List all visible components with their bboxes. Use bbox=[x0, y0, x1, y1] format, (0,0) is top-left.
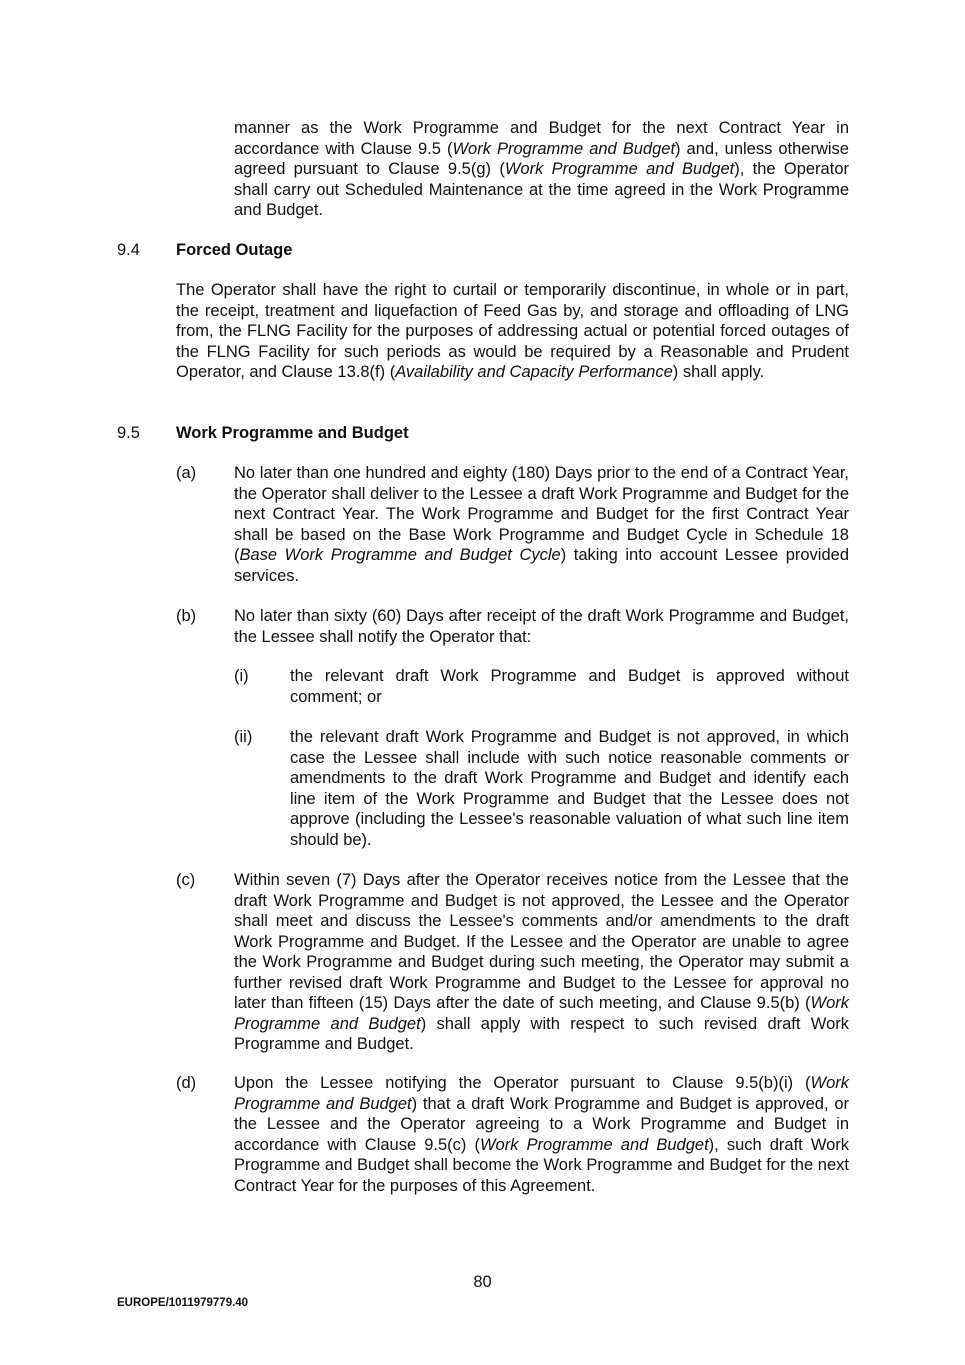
item-c-italic-ref: Work Programme and Budget bbox=[234, 994, 849, 1033]
item-c-text: Within seven (7) Days after the Operator receives notice from the Lessee that the draft Work Programme and Budget is not approved, the Lessee and the Operator shall meet and discuss the Lessee's comments and/or amendments to the draft Work Programme and Budget. If the Lessee and the Operator are unable to agree the Work Programme and Budget during such meeting, the Operator may submit a further revised draft Work Programme and Budget to the Lessee for approval no later than fifteen (15) Days after the date of such meeting, and Clause 9.5(b) ( bbox=[234, 871, 849, 1012]
item-c-paragraph bbox=[234, 870, 849, 1055]
item-b-ii-paragraph: the relevant draft Work Programme and Budget is not approved, in which case the Lessee shall include with such notice reasonable comments or amendments to the draft Work Programme and Budget and identify each line item of the Work Programme and Budget that the Lessee does not approve (including the Lessee's reasonable valuation of what such line item should be). bbox=[290, 728, 849, 849]
item-d-paragraph bbox=[234, 1073, 849, 1196]
intro-text: manner as the Work Programme and Budget for the next Contract Year in accordance with Clause 9.5 ( bbox=[234, 119, 849, 158]
clause-9-5-title: Work Programme and Budget bbox=[176, 424, 409, 442]
item-a-text: ) taking into account Lessee provided services. bbox=[234, 546, 849, 585]
clause-9-5-number: 9.5 bbox=[117, 424, 140, 442]
item-d-text: ), such draft Work Programme and Budget shall become the Work Programme and Budget for the next Contract Year for the purposes of this Agreement. bbox=[234, 1135, 850, 1195]
item-a-label: (a) bbox=[176, 464, 197, 482]
item-a-text: No later than one hundred and eighty (180) Days prior to the end of a Contract Year, the Operator shall deliver to the Lessee a draft Work Programme and Budget for the next Contract Year. The Work Programme and Budget for the first Contract Year shall be based on the Base Work Programme and Budget Cycle in Schedule 18 ( bbox=[234, 464, 849, 564]
item-d-label: (d) bbox=[176, 1074, 197, 1092]
item-d-italic-ref: Work Programme and Budget bbox=[234, 1074, 849, 1113]
intro-text: ), the Operator shall carry out Scheduled Maintenance at the time agreed in the Work Programme and Budget. bbox=[234, 160, 849, 219]
intro-italic-ref: Work Programme and Budget bbox=[504, 160, 735, 178]
item-b-ii-label: (ii) bbox=[234, 728, 253, 746]
item-a-paragraph bbox=[234, 463, 849, 586]
clause-9-4-text: The Operator shall have the right to curtail or temporarily discontinue, in whole or in part, the receipt, treatment and liquefaction of Feed Gas by, and storage and offloading of LNG from, the FLNG Facility for the purposes of addressing actual or potential forced outages of the FLNG Facility for such periods as would be required by a Reasonable and Prudent Operator, and Clause 13.8(f) ( bbox=[176, 281, 849, 381]
document-reference: EUROPE/1011979779.40 bbox=[117, 1297, 249, 1309]
clause-9-4-text: ) shall apply. bbox=[672, 363, 765, 381]
item-d-italic-ref: Work Programme and Budget bbox=[479, 1135, 709, 1154]
item-c-text: ) shall apply with respect to such revised draft Work Programme and Budget. bbox=[234, 1014, 849, 1053]
item-b-i-paragraph: the relevant draft Work Programme and Budget is approved without comment; or bbox=[290, 667, 849, 706]
item-d-text: Upon the Lessee notifying the Operator pursuant to Clause 9.5(b)(i) ( bbox=[234, 1074, 811, 1092]
page-number: 80 bbox=[473, 1273, 492, 1291]
intro-italic-ref: Work Programme and Budget bbox=[452, 139, 676, 158]
item-b-paragraph: No later than sixty (60) Days after receipt of the draft Work Programme and Budget, the Lessee shall notify the Operator that: bbox=[234, 607, 849, 646]
item-a-italic-ref: Base Work Programme and Budget Cycle bbox=[239, 546, 561, 564]
clause-9-4-title: Forced Outage bbox=[176, 241, 293, 259]
item-c-label: (c) bbox=[176, 871, 196, 889]
intro-text: ) and, unless otherwise agreed pursuant to Clause 9.5(g) ( bbox=[234, 139, 849, 178]
item-b-label: (b) bbox=[176, 607, 197, 625]
clause-9-4-italic-ref: Availability and Capacity Performance bbox=[395, 363, 673, 381]
clause-9-4-number: 9.4 bbox=[117, 241, 140, 259]
clause-9-4-paragraph bbox=[176, 280, 849, 383]
intro-paragraph bbox=[234, 118, 849, 221]
item-d-text: ) that a draft Work Programme and Budget is approved, or the Lessee and the Operator agreeing to a Work Programme and Budget in accordance with Clause 9.5(c) ( bbox=[234, 1094, 849, 1154]
item-b-i-label: (i) bbox=[234, 667, 249, 685]
